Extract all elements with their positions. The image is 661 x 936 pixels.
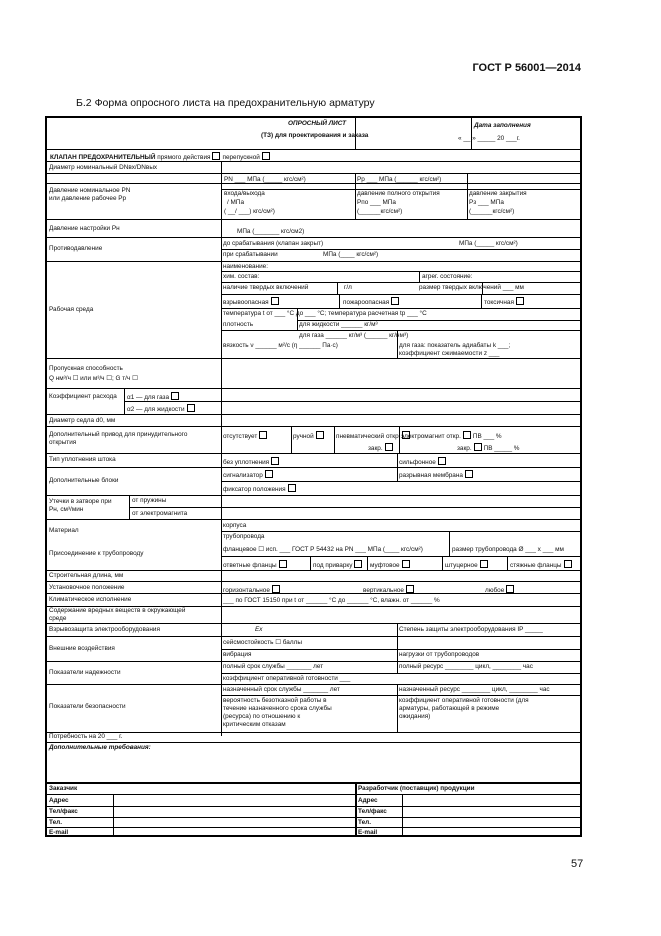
medium-fire: пожароопасная <box>343 297 401 306</box>
leak-label-2: Pн, см³/мин <box>49 506 84 513</box>
developer-telfax-label: Тел/факс <box>358 808 387 815</box>
bp-before-field[interactable]: МПа (_____ кгс/см²) <box>459 240 518 247</box>
fire-checkbox[interactable] <box>391 297 399 305</box>
leak-em: от электромагнита <box>132 510 188 517</box>
actuator-label: Дополнительный привод для принудительного <box>49 431 188 438</box>
vibration-label: вибрация <box>223 651 252 658</box>
mat-body: корпуса <box>223 522 247 529</box>
coef-gas-checkbox[interactable] <box>171 392 179 400</box>
ip-field[interactable]: Степень защиты электрооборудования IP _____ <box>399 626 543 633</box>
bp-before-label: до срабатывания (клапан закрыт) <box>223 240 324 247</box>
climate-field[interactable]: ___ по ГОСТ 15150 при t от ______ °C до ______ °C, влажн. от ______ % <box>223 597 440 604</box>
full-open-label: давление полного открытия <box>357 190 440 197</box>
reliability-label: Показатели надежности <box>49 669 121 676</box>
con-mating: ответные фланцы <box>223 560 289 569</box>
medium-compr-field[interactable]: коэффициент сжимаемости z ___ <box>399 350 500 357</box>
valve-heading: КЛАПАН ПРЕДОХРАНИТЕЛЬНЫЙ прямого действия перепускной <box>50 152 272 161</box>
pr-field[interactable]: Pр ___ МПа (______ кгс/см²) <box>357 176 442 183</box>
medium-density-label: плотность <box>223 321 254 328</box>
act-none-checkbox[interactable] <box>259 431 267 439</box>
pipe-loads-label: нагрузки от трубопроводов <box>399 651 480 658</box>
harmful-label: Содержание вредных веществ в окружающей <box>49 607 186 614</box>
coef-liquid-checkbox[interactable] <box>187 404 195 412</box>
standard-number: ГОСТ Р 56001—2014 <box>472 62 581 74</box>
capacity-units[interactable]: Q нм³/ч ☐ или м³/ч ☐; G т/ч ☐ <box>49 375 138 382</box>
coef-liquid: α2 — для жидкости <box>127 404 197 413</box>
climate-label: Климатическое исполнение <box>49 596 132 603</box>
no-bellows-checkbox[interactable] <box>271 457 279 465</box>
bellows: сильфонное <box>399 457 448 466</box>
act-none: отсутствует <box>223 431 269 440</box>
inlet-kgs[interactable]: ( __/ ___) кгс/см²) <box>224 208 275 215</box>
page-number: 57 <box>571 858 584 870</box>
prob-line-2: течение назначенного срока службы <box>223 705 332 712</box>
con-coupling-checkbox[interactable] <box>402 560 410 568</box>
customer-telfax-label: Тел/факс <box>49 808 78 815</box>
demand-field[interactable]: Потребность на 20 ___ г. <box>49 733 123 740</box>
prob-line-1: вероятность безотказной работы в <box>223 697 327 704</box>
medium-size-field[interactable]: размер твердых включений ___ мм <box>419 284 524 291</box>
medium-label: Рабочая среда <box>49 306 94 313</box>
customer-label: Заказчик <box>49 785 78 792</box>
kog-line-3: ожидания) <box>399 713 431 720</box>
con-mating-checkbox[interactable] <box>279 560 287 568</box>
extra-blocks-label: Дополнительные блоки <box>49 477 119 484</box>
medium-visc-field[interactable]: вязкость ν ______ м²/с (η ______ Па·с) <box>223 342 338 349</box>
pilot-checkbox[interactable] <box>262 152 270 160</box>
medium-temp-field[interactable]: температура t от ___ °C до ___ °C; температура расчетная tр ___ °C <box>223 310 427 317</box>
external-label: Внешние воздействия <box>49 645 115 652</box>
pressure-working-label: или давление рабочее Pр <box>49 195 127 202</box>
exproof-label: Взрывозащита электрооборудования <box>49 626 160 633</box>
additional-label: Дополнительные требования: <box>49 744 151 751</box>
act-em: электромагнит откр. ПВ ___ % <box>401 433 502 440</box>
signaler: сигнализатор <box>223 470 275 479</box>
act-pneu-close-checkbox[interactable] <box>385 443 393 451</box>
seat-label: Диаметр седла d0, мм <box>49 417 116 424</box>
developer-tel-label: Тел. <box>358 819 371 826</box>
bp-during-label: при срабатывании <box>223 251 278 258</box>
pfo-kgs-field[interactable]: (______кгс/см²) <box>357 208 403 215</box>
developer-email-label: E-mail <box>358 829 378 836</box>
date-value[interactable]: « __ » _____ 20 ___г. <box>458 135 520 142</box>
coef-gas: α1 — для газа <box>127 392 181 401</box>
length-label: Строительная длина, мм <box>49 572 124 579</box>
leak-label: Утечки в затворе при <box>49 498 112 505</box>
bp-during-field[interactable]: МПа (____ кгс/см²) <box>323 251 379 258</box>
pz-kgs-field[interactable]: (______кгс/см²) <box>469 208 515 215</box>
coef-label: Коэффициент расхода <box>49 393 117 400</box>
closing-label: давление закрытия <box>469 190 527 197</box>
inlet-outlet-label: входа/выхода <box>224 190 265 197</box>
questionnaire-form <box>45 116 582 837</box>
kog-line-1: коэффициент оперативной готовности (для <box>399 697 529 704</box>
actuator-label-2: открытия <box>49 439 77 446</box>
con-coupling: муфтовое <box>370 560 412 569</box>
harmful-label-2: среде <box>49 615 67 622</box>
con-nipple: штуцерное <box>445 560 490 569</box>
inst-any: любое <box>485 585 516 594</box>
direct-checkbox[interactable] <box>212 152 220 160</box>
pz-field[interactable]: Pз ___ МПа <box>469 199 504 206</box>
con-nipple-checkbox[interactable] <box>480 560 488 568</box>
ex-field[interactable]: Ex <box>255 626 263 633</box>
con-tie: стяжные фланцы <box>510 560 574 569</box>
medium-agg-label: агрег. состояние: <box>422 273 473 280</box>
con-weld: под приварку <box>313 560 364 569</box>
backpressure-label: Противодавление <box>49 245 103 252</box>
mat-pipe: трубопровода <box>223 533 265 540</box>
prob-line-3: (ресурса) по отношению к <box>223 713 301 720</box>
life-full-field[interactable]: полный срок службы _______ лет <box>223 663 324 670</box>
medium-toxic: токсичная <box>484 297 526 306</box>
act-pneu-close: закр. <box>368 443 395 452</box>
form-title: ОПРОСНЫЙ ЛИСТ <box>288 120 347 127</box>
prob-line-4: критическим отказам <box>223 721 286 728</box>
medium-solids-label: наличие твердых включений <box>223 284 309 291</box>
explosive-checkbox[interactable] <box>271 297 279 305</box>
customer-address-label: Адрес <box>49 797 69 804</box>
pfo-field[interactable]: Pпо ___ МПа <box>357 199 396 206</box>
res-assigned-field[interactable]: назначенный ресурс ________ цикл, ________ час <box>399 686 550 693</box>
inst-v-checkbox[interactable] <box>406 585 414 593</box>
material-label: Материал <box>49 527 79 534</box>
signaler-checkbox[interactable] <box>265 470 273 478</box>
rupture-checkbox[interactable] <box>465 470 473 478</box>
diameter-label: Диаметр номинальный DNвх/DNвых <box>49 164 158 171</box>
con-flange[interactable]: фланцевое ☐ исп. ___ ГОСТ Р 54432 на PN ___ МПа (____ кгс/см²) <box>223 546 423 553</box>
form-subtitle: (ТЗ) для проектирования и заказа <box>261 132 369 139</box>
install-label: Установочное положение <box>49 584 125 591</box>
con-tie-checkbox[interactable] <box>564 560 572 568</box>
inst-h: горизонтальное <box>223 585 282 594</box>
capacity-label: Пропускная способность <box>49 365 123 372</box>
medium-liquid-field[interactable]: для жидкости ______ кг/м³ <box>299 321 378 328</box>
date-label: Дата заполнения <box>474 122 531 129</box>
kog-line-2: арматуры, работающей в режиме <box>399 705 500 712</box>
medium-adiab-field[interactable]: для газа: показатель адиабаты k ___; <box>399 342 511 349</box>
developer-address-label: Адрес <box>358 797 378 804</box>
customer-email-label: E-mail <box>49 829 69 836</box>
section-title: Б.2 Форма опросного листа на предохранительную арматуру <box>76 97 375 109</box>
inst-h-checkbox[interactable] <box>272 585 280 593</box>
pn-field[interactable]: PN ___ МПа (_____ кгс/см²) <box>224 176 306 183</box>
bellows-checkbox[interactable] <box>438 457 446 465</box>
setting-label: Давление настройки Pн <box>49 225 120 232</box>
rupture: разрывная мембрана <box>399 470 475 479</box>
leak-spring: от пружины <box>132 497 167 504</box>
con-pipe-size[interactable]: размер трубопровода Ø ___ x ___ мм <box>452 546 564 553</box>
act-em-close-checkbox[interactable] <box>474 443 482 451</box>
no-bellows: без уплотнения <box>223 457 281 466</box>
developer-label: Разработчик (поставщик) продукции <box>358 785 475 792</box>
act-manual: ручной <box>293 431 326 440</box>
pressure-nominal-label: Давление номинальное PN <box>49 187 131 194</box>
lock-checkbox[interactable] <box>288 484 296 492</box>
medium-name-label: наименование: <box>223 263 268 270</box>
medium-gl-unit: г/л <box>344 284 352 291</box>
life-assigned-field[interactable]: назначенный срок службы _______ лет <box>223 686 340 693</box>
inst-v: вертикальное <box>363 585 416 594</box>
stem-seal-label: Тип уплотнения штока <box>49 456 116 463</box>
res-full-field[interactable]: полный ресурс ________ цикл, ________ час <box>399 663 533 670</box>
act-em-close: закр. ПВ _____ % <box>457 445 520 452</box>
inst-any-checkbox[interactable] <box>506 585 514 593</box>
act-em-checkbox[interactable] <box>463 431 471 439</box>
readiness-field[interactable]: коэффициент оперативной готовности ___ <box>223 675 351 682</box>
toxic-checkbox[interactable] <box>516 297 524 305</box>
medium-chem-label: хим. состав: <box>223 273 260 280</box>
act-manual-checkbox[interactable] <box>316 431 324 439</box>
setting-field[interactable]: МПа (_______ кгс/см2) <box>237 228 305 235</box>
con-weld-checkbox[interactable] <box>354 560 362 568</box>
inlet-units[interactable]: / МПа <box>227 199 245 206</box>
lock: фиксатор положения <box>223 484 298 493</box>
safety-label: Показатели безопасности <box>49 703 126 710</box>
connection-label: Присоединение к трубопроводу <box>49 550 144 557</box>
medium-gas-field[interactable]: для газа ______ кг/м³ (______ кг/нм³) <box>299 332 409 339</box>
act-pneu: пневматический откр. <box>336 431 412 440</box>
seismic-field[interactable]: сейсмостойкость ☐ баллы <box>223 639 302 646</box>
customer-tel-label: Тел. <box>49 819 62 826</box>
medium-explosive: взрывоопасная <box>223 297 281 306</box>
